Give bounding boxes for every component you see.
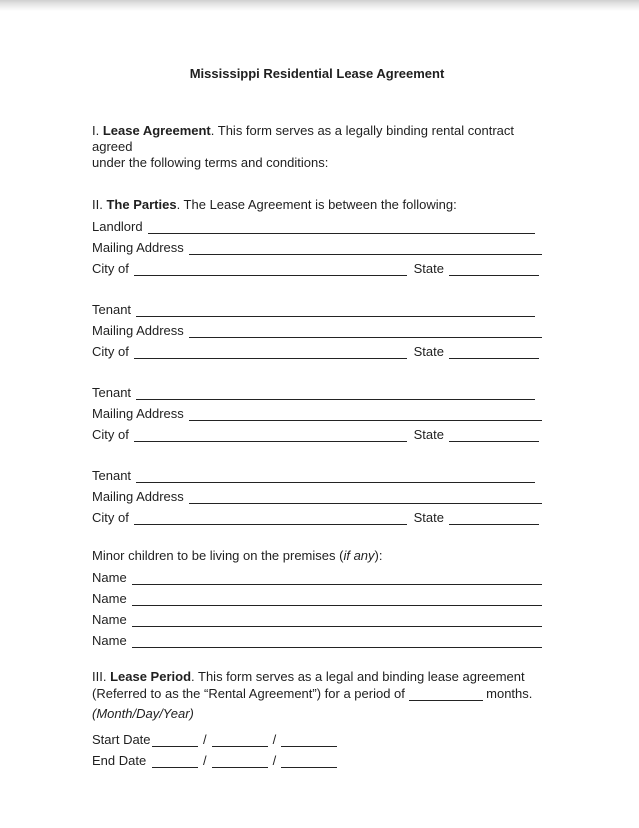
- end-date-label: End Date: [92, 753, 147, 768]
- tenant-3-mailing-address-field[interactable]: [189, 487, 542, 504]
- name-label: Name: [92, 570, 127, 585]
- tenant-2-name-field[interactable]: [136, 383, 535, 400]
- party-name-row: [92, 379, 542, 400]
- tenant-block-2: [92, 379, 542, 442]
- minor-children-intro: [92, 548, 542, 564]
- mailing-address-row: [92, 234, 542, 255]
- tenant-block-1: [92, 296, 542, 359]
- section-3-heading: Lease Period: [110, 669, 192, 684]
- city-label: City of: [92, 344, 129, 359]
- child-name-row: [92, 585, 542, 606]
- party-name-row: [92, 462, 542, 483]
- section-parties-heading: [92, 197, 542, 213]
- tenant-1-state-field[interactable]: [449, 342, 539, 359]
- party-name-row: [92, 296, 542, 317]
- date-slash: /: [203, 753, 207, 768]
- child-name-field-4[interactable]: [132, 631, 542, 648]
- section-1-numeral: I.: [92, 123, 100, 138]
- city-label: City of: [92, 427, 129, 442]
- mailing-address-row: [92, 400, 542, 421]
- child-name-row: [92, 606, 542, 627]
- date-slash: /: [272, 732, 277, 747]
- name-label: Name: [92, 591, 127, 606]
- tenant-block-3: [92, 462, 542, 525]
- period-text: (Referred to as the “Rental Agreement”) for a period of: [92, 686, 405, 701]
- child-name-row: [92, 564, 542, 585]
- section-3-text-line2: [92, 685, 542, 702]
- landlord-city-field[interactable]: [134, 259, 407, 276]
- start-date-label: Start Date: [92, 732, 151, 747]
- section-1-text-line2: under the following terms and conditions:: [92, 155, 329, 170]
- section-3-text: . This form serves as a legal and binding lease agreement: [191, 669, 525, 684]
- mailing-address-row: [92, 483, 542, 504]
- section-3-numeral: III.: [92, 669, 107, 684]
- tenant-1-city-field[interactable]: [134, 342, 407, 359]
- tenant-3-state-field[interactable]: [449, 508, 539, 525]
- landlord-state-field[interactable]: [449, 259, 539, 276]
- section-lease-agreement: [92, 123, 542, 171]
- state-label: State: [413, 261, 444, 276]
- landlord-block: [92, 213, 542, 276]
- party-label: Tenant: [92, 468, 132, 483]
- city-state-row: [92, 338, 542, 359]
- child-name-field-2[interactable]: [132, 589, 542, 606]
- city-label: City of: [92, 261, 129, 276]
- start-date-year-field[interactable]: [281, 730, 337, 747]
- date-slash: /: [203, 732, 207, 747]
- state-label: State: [413, 344, 444, 359]
- section-2-numeral: II.: [92, 197, 103, 212]
- section-2-heading: The Parties: [106, 197, 177, 212]
- party-label: Tenant: [92, 302, 132, 317]
- month-day-year-italic: (Month/Day/Year): [92, 706, 194, 721]
- tenant-3-city-field[interactable]: [134, 508, 407, 525]
- tenant-2-mailing-address-field[interactable]: [189, 404, 542, 421]
- minor-children-list: [92, 564, 542, 648]
- name-label: Name: [92, 612, 127, 627]
- city-state-row: [92, 504, 542, 525]
- date-slash: /: [272, 753, 277, 768]
- mailing-address-label: Mailing Address: [92, 240, 184, 255]
- start-date-month-field[interactable]: [152, 730, 198, 747]
- months-suffix: months.: [486, 686, 533, 701]
- tenant-1-name-field[interactable]: [136, 300, 535, 317]
- tenant-2-state-field[interactable]: [449, 425, 539, 442]
- section-lease-period: [92, 668, 542, 702]
- city-state-row: [92, 255, 542, 276]
- state-label: State: [413, 510, 444, 525]
- mailing-address-label: Mailing Address: [92, 323, 184, 338]
- lease-months-field[interactable]: [409, 687, 483, 701]
- city-label: City of: [92, 510, 129, 525]
- date-format-note: [92, 706, 542, 722]
- child-name-row: [92, 627, 542, 648]
- landlord-mailing-address-field[interactable]: [189, 238, 542, 255]
- section-1-text: . This form serves as a legally binding rental contract agreed: [92, 123, 514, 154]
- party-label: Tenant: [92, 385, 132, 400]
- city-state-row: [92, 421, 542, 442]
- section-2-text: . The Lease Agreement is between the following:: [176, 197, 457, 212]
- mailing-address-row: [92, 317, 542, 338]
- child-name-field-3[interactable]: [132, 610, 542, 627]
- state-label: State: [413, 427, 444, 442]
- section-1-heading: Lease Agreement: [102, 123, 211, 138]
- end-date-year-field[interactable]: [281, 751, 337, 768]
- end-date-row: [92, 747, 542, 768]
- name-label: Name: [92, 633, 127, 648]
- minor-children-text-end: ):: [374, 548, 383, 563]
- landlord-name-field[interactable]: [148, 217, 535, 234]
- child-name-field-1[interactable]: [132, 568, 542, 585]
- minor-children-text: Minor children to be living on the premises (: [92, 548, 344, 563]
- tenant-3-name-field[interactable]: [136, 466, 535, 483]
- mailing-address-label: Mailing Address: [92, 406, 184, 421]
- party-label: Landlord: [92, 219, 143, 234]
- end-date-day-field[interactable]: [212, 751, 268, 768]
- tenant-1-mailing-address-field[interactable]: [189, 321, 542, 338]
- end-date-month-field[interactable]: [152, 751, 198, 768]
- page-top-shadow: [0, 0, 639, 11]
- document-title: Mississippi Residential Lease Agreement: [189, 66, 445, 81]
- mailing-address-label: Mailing Address: [92, 489, 184, 504]
- lease-document-page: [0, 66, 639, 768]
- start-date-day-field[interactable]: [212, 730, 268, 747]
- party-name-row: [92, 213, 542, 234]
- tenant-2-city-field[interactable]: [134, 425, 407, 442]
- if-any-italic: if any: [343, 548, 375, 563]
- start-date-row: [92, 726, 542, 747]
